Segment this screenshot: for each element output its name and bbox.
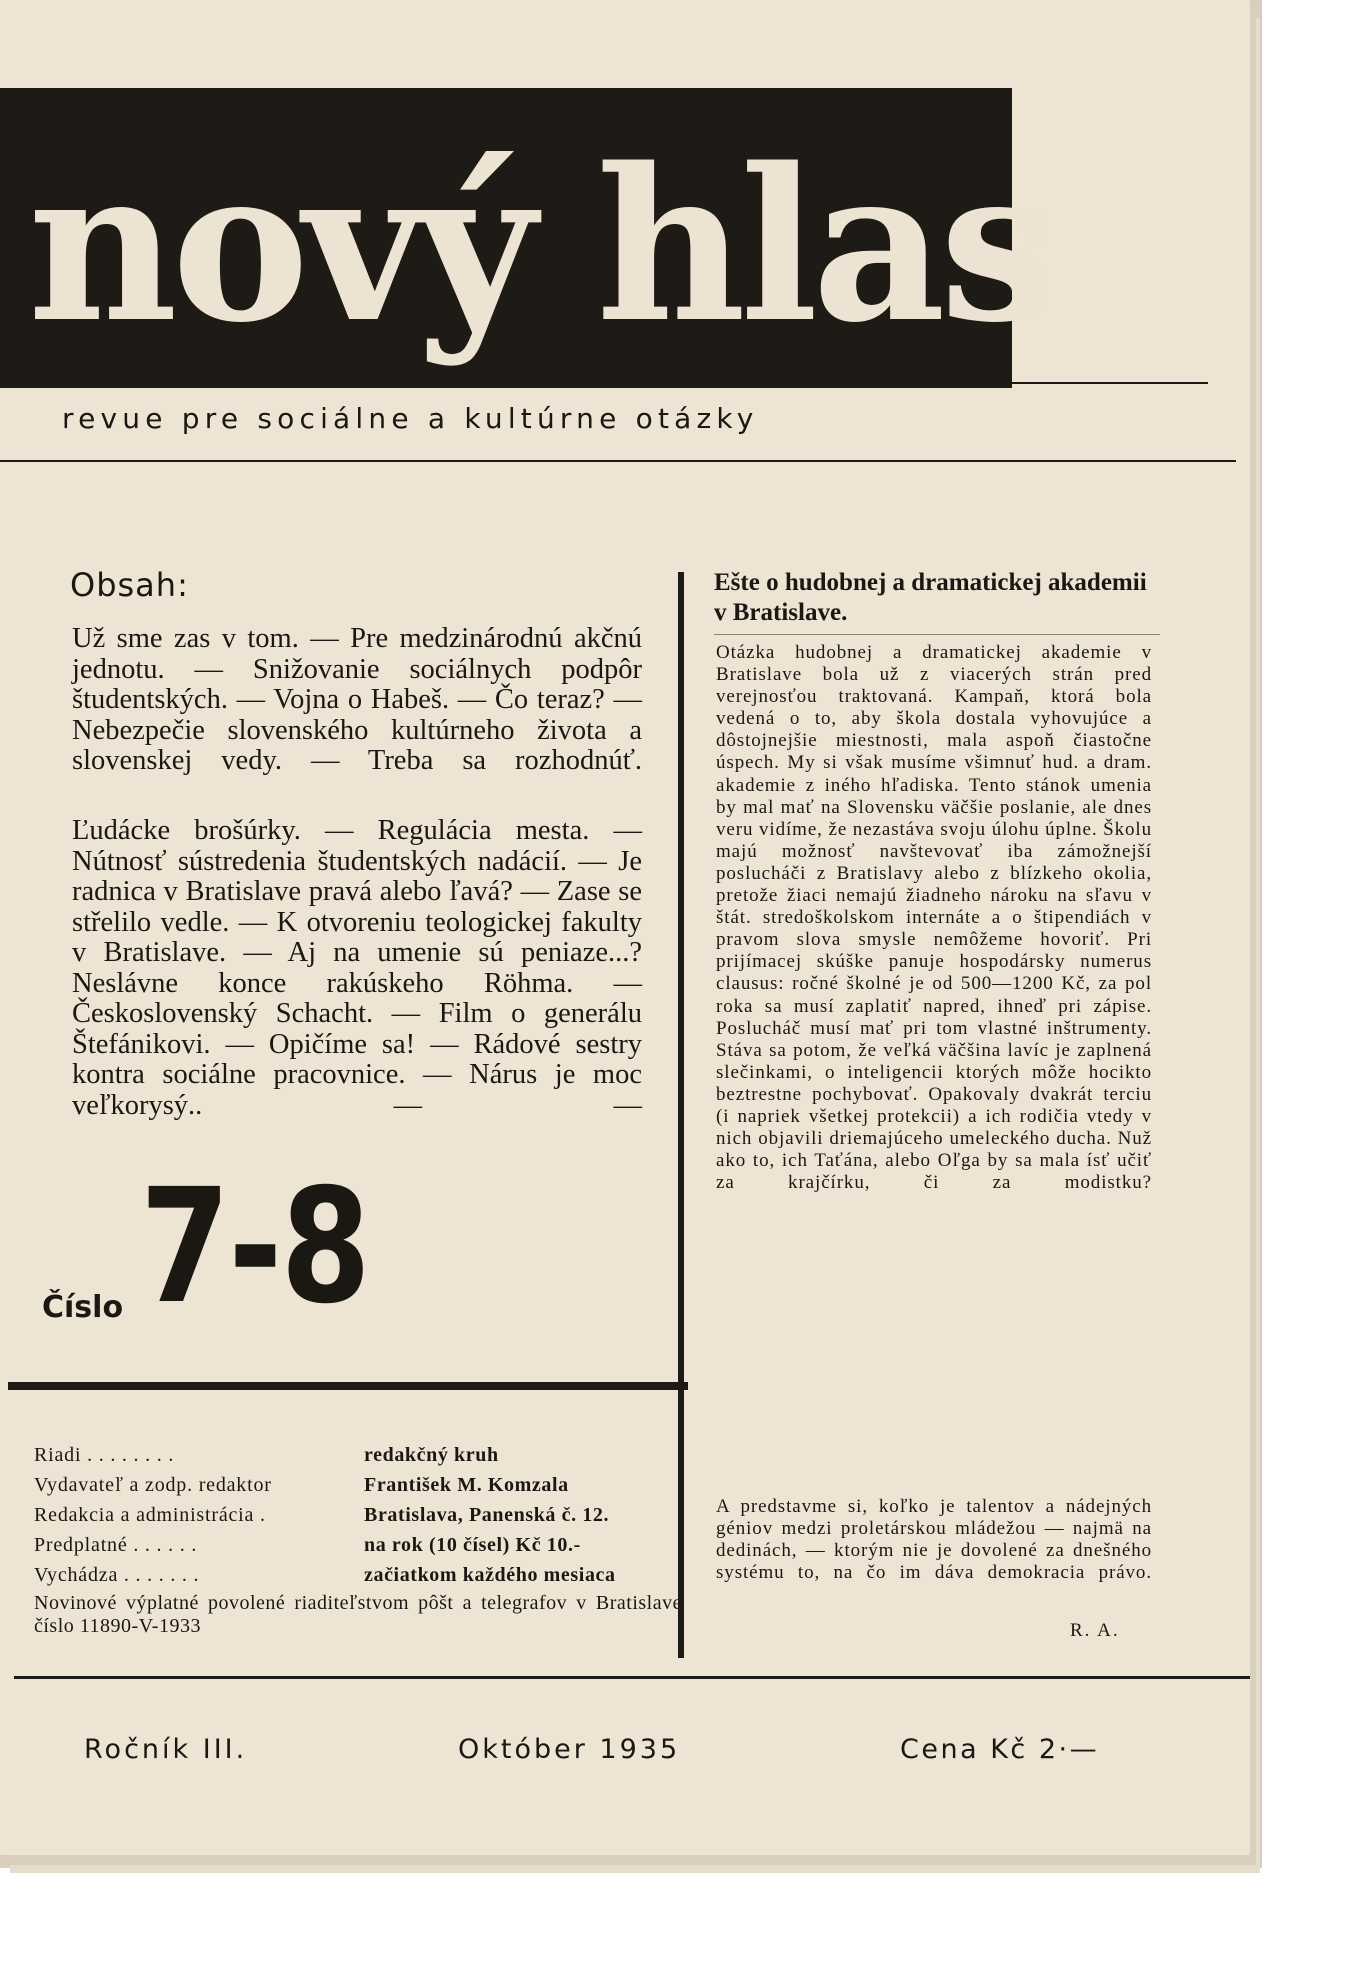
- imprint-label: Riadi . . . . . . . .: [34, 1444, 175, 1466]
- contents-heading: Obsah:: [70, 566, 189, 604]
- issue-number: 7-8: [140, 1155, 370, 1339]
- imprint-value: František M. Komzala: [364, 1474, 569, 1496]
- imprint-value: Bratislava, Panenská č. 12.: [364, 1504, 610, 1526]
- article-title-rule: [714, 634, 1160, 635]
- issue-rule: [8, 1382, 688, 1390]
- subtitle-rule: [0, 460, 1236, 462]
- article-signature: R. A.: [1070, 1620, 1120, 1641]
- imprint-value: redakčný kruh: [364, 1444, 499, 1466]
- imprint-label: Predplatné . . . . . .: [34, 1534, 198, 1556]
- imprint-value: začiatkom každého mesiaca: [364, 1564, 616, 1586]
- footer-rule: [14, 1676, 1250, 1679]
- masthead-title: nový hlas: [28, 122, 1050, 369]
- imprint-label: Redakcia a administrácia .: [34, 1504, 266, 1526]
- imprint-row: [34, 1504, 682, 1534]
- issue-date: Október 1935: [458, 1734, 681, 1765]
- imprint-row: [34, 1474, 682, 1504]
- imprint-value: na rok (10 čísel) Kč 10.-: [364, 1534, 581, 1556]
- issue-label: Číslo: [42, 1290, 124, 1325]
- contents-paragraph-1: Už sme zas v tom. — Pre medzinárodnú akčnú jednotu. — Snižovanie sociálnych podpôr študentských. — Vojna o Habeš. — Čo teraz? — Nebezpečie slovenského kultúrneho života a slovenskej vedy. — Treba sa rozhodnúť.: [72, 623, 642, 776]
- masthead-side-rule: [1012, 382, 1208, 384]
- volume-label: Ročník III.: [84, 1734, 248, 1765]
- contents-paragraph-2: Ľudácke brošúrky. — Regulácia mesta. — Nútnosť sústredenia študentských nadácií. — Je radnica v Bratislave pravá alebo ľavá? — Zase se střelilo vedle. — K otvoreniu teologickej fakulty v Bratislave. — Aj na umenie sú peniaze...? Neslávne konce rakúskeho Röhma. — Československý Schacht. — Film o generálu Štefánikovi. — Opičíme sa! — Rádové sestry kontra sociálne pracovnice. — Nárus je moc veľkorysý.. — —: [72, 815, 642, 1121]
- imprint-row: [34, 1534, 682, 1564]
- article-title: Ešte o hudobnej a dramatickej akademii v Bratislave.: [714, 569, 1147, 626]
- imprint-table: [34, 1444, 682, 1594]
- imprint-label: Vydavateľ a zodp. redaktor: [34, 1474, 272, 1496]
- article-paragraph-2: A predstavme si, koľko je talentov a nádejných géniov medzi proletárskou mládežou — najmä na dedinách, — ktorým nie je dovolené za dnešného systému to, na čo im dáva demokracia právo.: [716, 1496, 1152, 1584]
- imprint-row: [34, 1564, 682, 1594]
- imprint-label: Vychádza . . . . . . .: [34, 1564, 200, 1586]
- cover-price: Cena Kč 2·—: [900, 1734, 1100, 1765]
- postal-license-note: Novinové výplatné povolené riaditeľstvom pôšt a telegrafov v Bratislave číslo 11890-V-1933: [34, 1592, 682, 1637]
- masthead-subtitle: revue pre sociálne a kultúrne otázky: [62, 402, 759, 435]
- article-paragraph-1: Otázka hudobnej a dramatickej akademie v Bratislave bola už z viacerých strán pred verejnosťou traktovaná. Kampaň, ktorá bola vedená o to, aby škola dostala vyhovujúce a dôstojnejšie miestnosti, mala aspoň čiastočne úspech. My si však musíme všimnuť hud. a dram. akademie z iného hľadiska. Tento stánok umenia by mal mať na Slovensku väčšie poslanie, ale dnes veru vidíme, že nezastáva svoju úlohu úplne. Školu majú možnosť navštevovať iba zámožnejší poslucháči z Bratislavy alebo z blízkeho okolia, pretože žiaci nemajú žiadneho nároku na sľavu v štát. stredoškolskom internáte a o štipendiách v pravom slova smysle nemôžeme hovoriť. Pri prijímacej skúške panuje hospodársky numerus clausus: ročné školné je od 500—1200 Kč, za pol roka sa musí zaplatiť napred, ihneď pri zápise. Poslucháč musí mať pri tom vlastné inštrumenty. Stáva sa potom, že veľká väčšina lavíc je zaplnená slečinkami, o inteligencii ktorých môže hocikto beztrestne pochybovať. Opakovaly dvakrát terciu (i napriek všetkej protekcii) a ich rodičia vtedy v nich objavili driemajúceho umeleckého ducha. Nuž ako to, ich Taťána, alebo Oľga by sa mala ísť učiť za krajčírku, či za modistku?: [716, 642, 1152, 1194]
- imprint-row: [34, 1444, 682, 1474]
